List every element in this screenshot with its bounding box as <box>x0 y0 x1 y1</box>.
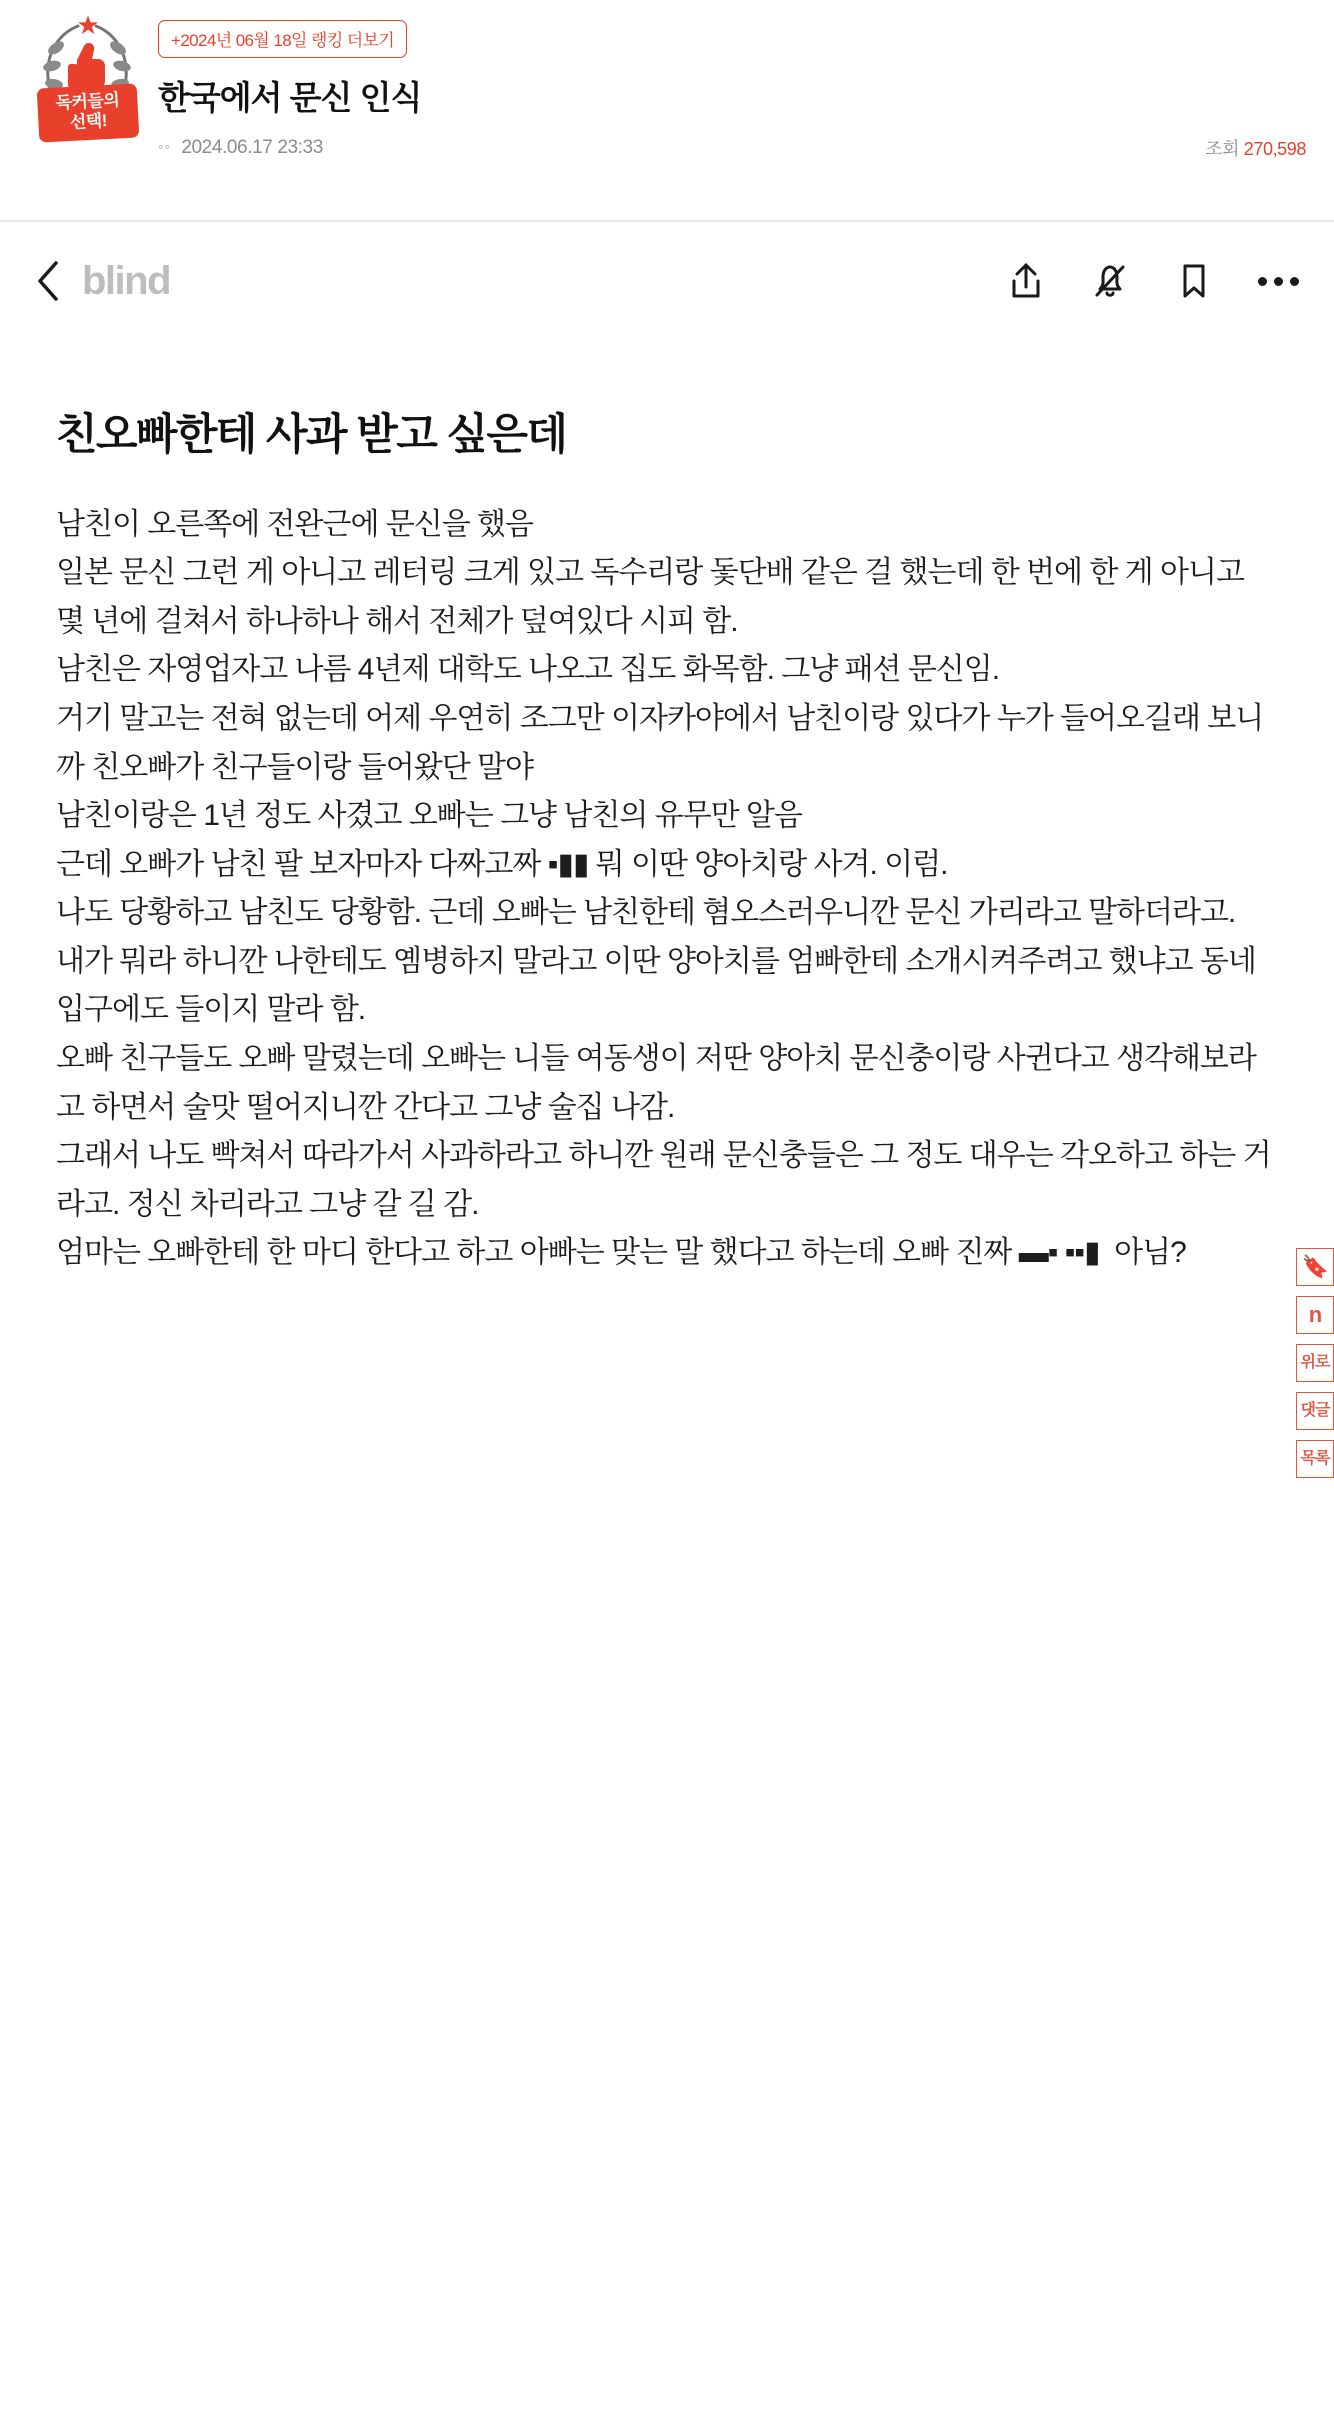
badge-ribbon <box>37 83 140 142</box>
eye-icon: ◦◦ <box>158 139 172 156</box>
side-rail-bookmark[interactable]: 🔖 <box>1296 1248 1334 1286</box>
ranking-more-button[interactable]: +2024년 06월 18일 랭킹 더보기 <box>158 20 407 58</box>
thumbs-up-icon <box>66 42 110 90</box>
article-paragraph: 그래서 나도 빡쳐서 따라가서 사과하라고 하니깐 원래 문신충들은 그 정도 대우는 각오하고 하는 거라고. 정신 차리라고 그냥 갈 길 감. <box>56 1139 1271 1221</box>
bookmark-icon[interactable] <box>1174 261 1214 301</box>
view-count-value: 270,598 <box>1243 139 1306 159</box>
side-rail-naver[interactable]: n <box>1296 1296 1334 1334</box>
post-header <box>0 0 1334 222</box>
article-title: 친오빠한테 사과 받고 싶은데 <box>56 410 567 459</box>
article-paragraph: 오빠 친구들도 오빠 말렸는데 오빠는 니들 여동생이 저딴 양아치 문신충이랑 사귄다고 생각해보라고 하면서 술맛 떨어지니깐 간다고 그냥 술집 나감. <box>56 1042 1256 1124</box>
side-rail-comments[interactable]: 댓글 <box>1296 1392 1334 1430</box>
side-rail-list[interactable]: 목록 <box>1296 1440 1334 1478</box>
side-rail-top[interactable]: 위로 <box>1296 1344 1334 1382</box>
article-paragraph: 엄마는 오빠한테 한 마디 한다고 하고 아빠는 맞는 말 했다고 하는데 오빠 진짜 ▬▪ ▪▪▮ 아님? <box>56 1236 1186 1270</box>
article-paragraph: 남친이랑은 1년 정도 사겼고 오빠는 그냥 남친의 유무만 알음 <box>56 799 802 833</box>
star-icon: ★ <box>76 10 100 40</box>
badge-ribbon-line2: 선택! <box>69 111 108 132</box>
bell-off-icon[interactable] <box>1090 261 1130 301</box>
app-bar <box>0 222 1334 340</box>
article-paragraph: 근데 오빠가 남친 팔 보자마자 다짜고짜 ▪▮▮ 뭐 이딴 양아치랑 사겨. 이럼. <box>56 847 948 881</box>
article <box>0 340 1334 1338</box>
article-paragraph: 남친이 오른쪽에 전완근에 문신을 했음 <box>56 507 534 541</box>
app-bar-actions <box>1006 261 1298 301</box>
more-dots <box>1258 277 1299 286</box>
view-count-label: 조회 <box>1205 139 1240 159</box>
brand-logo: blind <box>82 258 171 303</box>
post-meta <box>158 135 1334 161</box>
side-rail <box>1296 1248 1334 1478</box>
article-paragraph: 남친은 자영업자고 나름 4년제 대학도 나오고 집도 화목함. 그냥 패션 문신임. <box>56 653 1000 687</box>
more-icon[interactable] <box>1258 261 1298 301</box>
badge-ribbon-line1: 독커들의 <box>55 90 120 113</box>
post-timestamp: 2024.06.17 23:33 <box>181 137 323 158</box>
view-count-block <box>1205 135 1306 161</box>
article-paragraph: 내가 뭐라 하니깐 나한테도 옘병하지 말라고 이딴 양아치를 엄빠한테 소개시켜주려고 했냐고 동네 입구에도 들이지 말라 함. <box>56 944 1264 1027</box>
article-paragraph: 거기 말고는 전혀 없는데 어제 우연히 조그만 이자카야에서 남친이랑 있다가 누가 들어오길래 보니까 친오빠가 친구들이랑 들어왔단 말야 <box>56 701 1264 784</box>
share-icon[interactable] <box>1006 261 1046 301</box>
chevron-left-icon[interactable] <box>34 259 68 303</box>
readers-choice-badge <box>28 8 146 158</box>
article-paragraph: 일본 문신 그런 게 아니고 레터링 크게 있고 독수리랑 돛단배 같은 걸 했는데 한 번에 한 게 아니고 몇 년에 걸쳐서 하나하나 해서 전체가 덮여있다 시피 함. <box>56 556 1252 638</box>
article-body <box>56 501 1278 1279</box>
post-meta-left <box>158 137 323 159</box>
page-title: 한국에서 문신 인식 <box>158 79 422 116</box>
article-paragraph: 나도 당황하고 남친도 당황함. 근데 오빠는 남친한테 혐오스러우니깐 문신 가리라고 말하더라고. <box>56 896 1236 930</box>
